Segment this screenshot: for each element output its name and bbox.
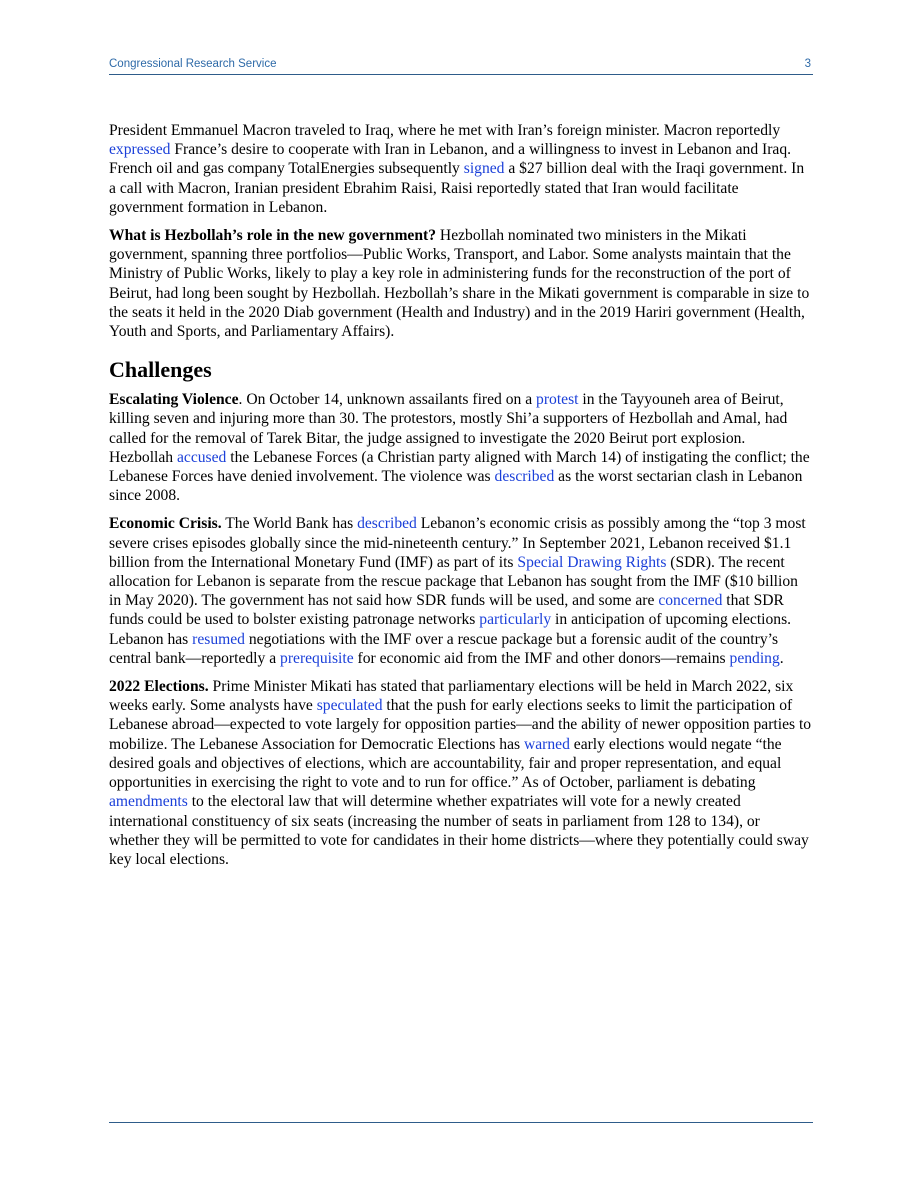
elections-text-3: early elections would negate “the desired goals and objectives of elections, which are accountability, fair and proper representation, and equal opportunities in exercising the right to vote and to run for office.” As of October, parliament is debating [109, 735, 782, 792]
page-number: 3 [804, 58, 811, 70]
link-amendments[interactable]: amendments [109, 793, 188, 811]
economic-text-4: that SDR funds could be used to bolster existing patronage networks [109, 592, 784, 629]
violence-text-3: the Lebanese Forces (a Christian party aligned with March 14) of instigating the conflict; the Lebanese Forces have denied involvement. The violence was [109, 448, 810, 486]
hezbollah-lead: What is Hezbollah’s role in the new government? [109, 227, 437, 245]
hezbollah-text: Hezbollah nominated two ministers in the Mikati government, spanning three portfolios—Public Works, Transport, and Labor. Some analysts maintain that the Ministry of Public Works, likely to play a key role in administering funds for the reconstruction of the port of Beirut, had long been sought by Hezbollah. Hezbollah’s share in the Mikati government is comparable in size to the seats it held in the 2020 Diab government (Health and Industry) and in the 2019 Hariri government (Health, Youth and Sports, and Parliamentary Affairs). [109, 227, 810, 341]
link-protest[interactable]: protest [536, 391, 579, 409]
link-signed[interactable]: signed [463, 160, 505, 178]
violence-text-1: . On October 14, unknown assailants fired on a [238, 391, 537, 409]
economic-text-5: in anticipation of upcoming elections. Lebanon has [109, 611, 792, 648]
economic-paragraph [109, 514, 813, 668]
economic-text-7: for economic aid from the IMF and other donors—remains [353, 649, 730, 667]
violence-text-2: in the Tayyouneh area of Beirut, killing seven and injuring more than 30. The protestors, mostly Shi’a supporters of Hezbollah and Amal, had called for the removal of Tarek Bitar, the judge assigned to investigate the 2020 Beirut port explosion. Hezbollah [109, 391, 788, 466]
link-pending[interactable]: pending [729, 649, 780, 667]
header-org-name: Congressional Research Service [109, 58, 277, 70]
elections-lead: 2022 Elections. [109, 678, 209, 696]
link-concerned[interactable]: concerned [658, 592, 723, 610]
document-body [109, 121, 813, 878]
elections-text-4: to the electoral law that will determine whether expatriates will vote for a newly created international constituency of six seats (increasing the number of seats in parliament from 128 to 134), or whether they will be permitted to vote for candidates in their home districts—where they potentially could sway key local elections. [109, 793, 809, 868]
economic-text-8: . [779, 649, 784, 667]
footer-divider [109, 1122, 813, 1123]
intro-paragraph [109, 121, 813, 217]
economic-text-1: The World Bank has [221, 515, 358, 533]
link-speculated[interactable]: speculated [316, 697, 383, 715]
elections-text-2: that the push for early elections seeks to limit the participation of Lebanese abroad—expected to vote largely for opposition parties—and the ability of newer opposition parties to mobilize. The Lebanese Association for Democratic Elections has [109, 697, 812, 753]
economic-text-3: (SDR). The recent allocation for Lebanon is separate from the rescue package that Lebanon has sought from the IMF ($10 billion in May 2020). The government has not said how SDR funds will be used, and some are [109, 553, 798, 610]
challenges-heading: Challenges [109, 357, 212, 383]
elections-paragraph [109, 677, 813, 869]
link-described-economic[interactable]: described [357, 515, 417, 533]
link-particularly[interactable]: particularly [479, 611, 552, 629]
violence-text-4: as the worst sectarian clash in Lebanon since 2008. [109, 468, 803, 505]
violence-paragraph [109, 390, 813, 505]
link-prerequisite[interactable]: prerequisite [280, 649, 354, 667]
page-header [109, 56, 813, 75]
economic-lead: Economic Crisis. [109, 515, 222, 533]
intro-text-1: President Emmanuel Macron traveled to Iraq, where he met with Iran’s foreign minister. Macron reportedly [109, 122, 781, 139]
intro-text-2: France’s desire to cooperate with Iran in Lebanon, and a willingness to invest in Lebanon and Iraq. French oil and gas company TotalEnergies subsequently [109, 141, 792, 178]
link-warned[interactable]: warned [523, 735, 570, 753]
economic-text-6: negotiations with the IMF over a rescue package but a forensic audit of the country’s central bank—reportedly a [109, 630, 779, 667]
elections-text-1: Prime Minister Mikati has stated that parliamentary elections will be held in March 2022, six weeks early. Some analysts have [109, 678, 794, 715]
intro-text-3: a $27 billion deal with the Iraqi government. In a call with Macron, Iranian president Ebrahim Raisi, Raisi reportedly stated that Iran would facilitate government formation in Lebanon. [109, 160, 805, 216]
link-expressed[interactable]: expressed [109, 141, 171, 159]
link-special-drawing-rights[interactable]: Special Drawing Rights [517, 553, 667, 571]
link-resumed[interactable]: resumed [192, 630, 245, 648]
violence-lead: Escalating Violence [109, 391, 239, 409]
link-described-violence[interactable]: described [494, 468, 555, 486]
hezbollah-paragraph [109, 226, 813, 341]
economic-text-2: Lebanon’s economic crisis as possibly among the “top 3 most severe crises episodes globally since the mid-nineteenth century.” In September 2021, Lebanon received $1.1 billion from the International Monetary Fund (IMF) as part of its [109, 515, 806, 571]
link-accused[interactable]: accused [176, 448, 227, 466]
